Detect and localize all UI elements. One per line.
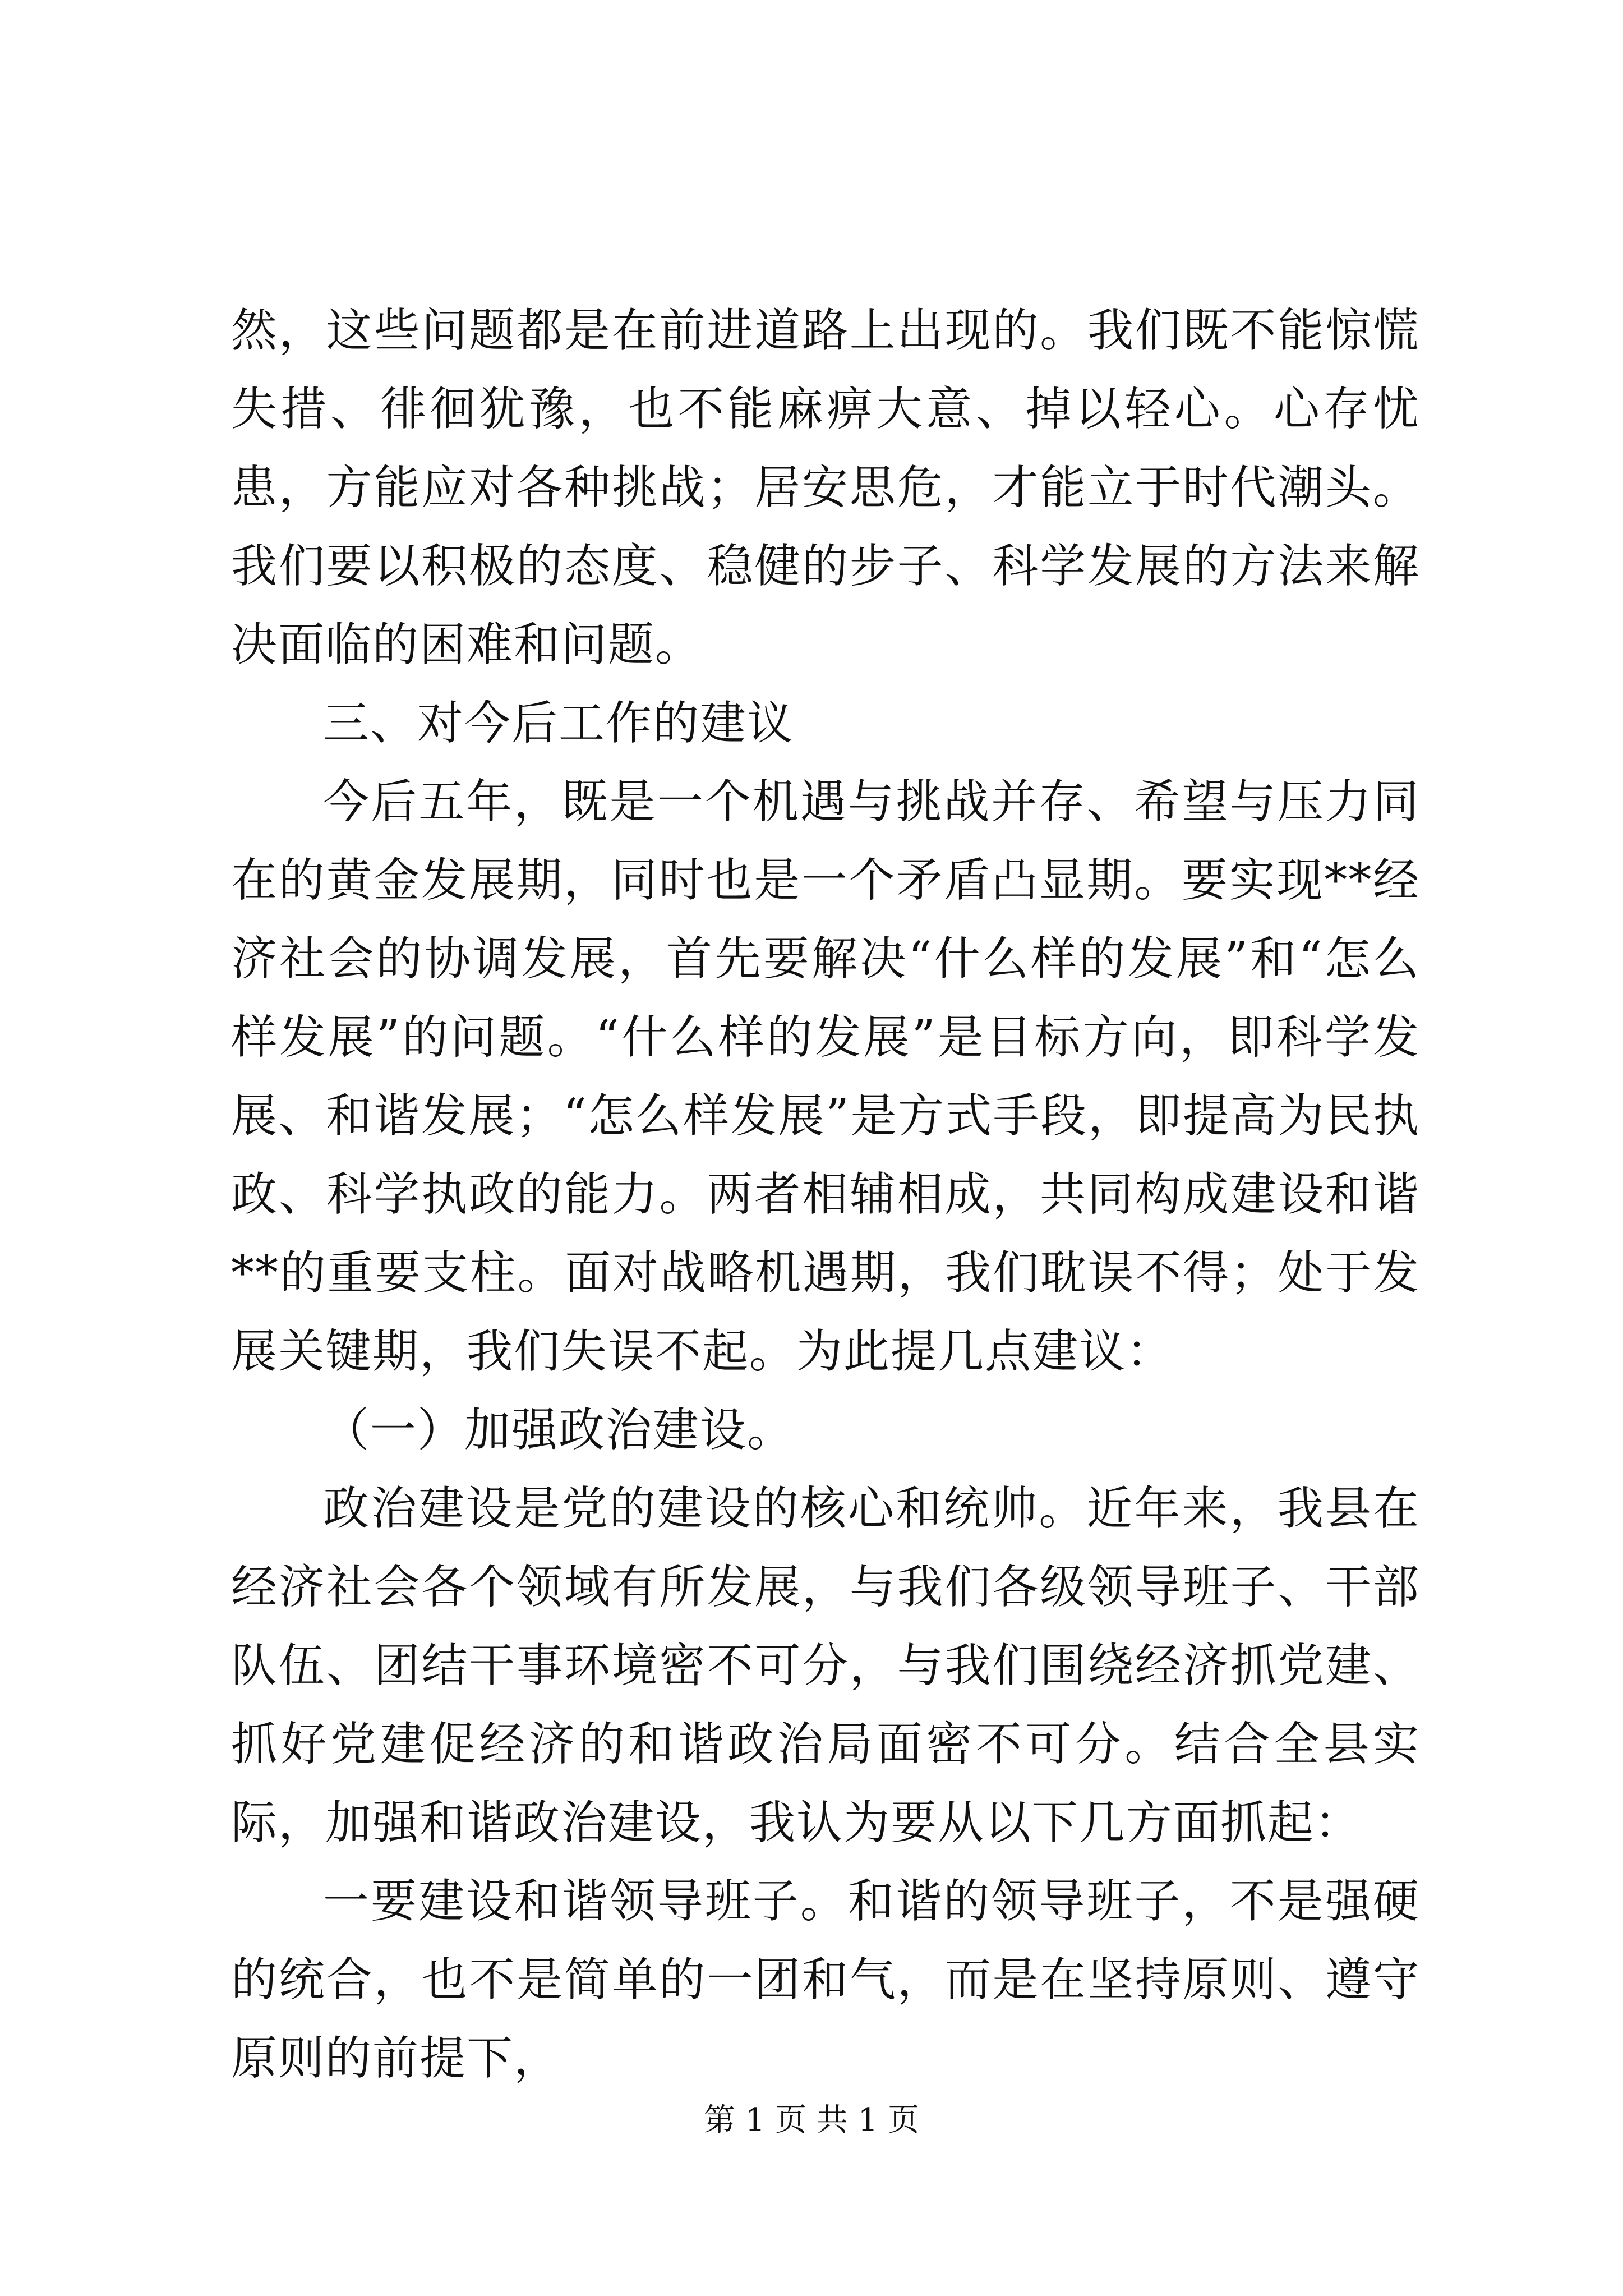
section-heading-suggestions: 三、对今后工作的建议: [323, 697, 795, 750]
paragraph-continuation: 然，这些问题都是在前进道路上出现的。我们既不能惊慌失措、徘徊犹豫，也不能麻痹大意、掉以轻心。心存忧患，方能应对各种挑战；居安思危，才能立于时代潮头。我们要以积极的态度、稳健的步子、科学发展的方法来解决面临的困难和问题。: [231, 304, 1420, 671]
page-number-footer: 第 1 页 共 1 页: [703, 2102, 920, 2138]
document-body: [231, 292, 1420, 2098]
paragraph-leadership-team: 一要建设和谐领导班子。和谐的领导班子，不是强硬的统合，也不是简单的一团和气，而是在坚持原则、遵守原则的前提下，: [231, 1875, 1420, 2085]
subheading-political-construction: （一）加强政治建设。: [323, 1404, 795, 1457]
paragraph-five-years: 今后五年，既是一个机遇与挑战并存、希望与压力同在的黄金发展期，同时也是一个矛盾凸显期。要实现**经济社会的协调发展，首先要解决“什么样的发展”和“怎么样发展”的问题。“什么样的发展”是目标方向，即科学发展、和谐发展；“怎么样发展”是方式手段，即提高为民执政、科学执政的能力。两者相辅相成，共同构成建设和谐**的重要支柱。面对战略机遇期，我们耽误不得；处于发展关键期，我们失误不起。为此提几点建议：: [231, 775, 1420, 1378]
paragraph-political-construction: 政治建设是党的建设的核心和统帅。近年来，我县在经济社会各个领域有所发展，与我们各级领导班子、干部队伍、团结干事环境密不可分，与我们围绕经济抓党建、抓好党建促经济的和谐政治局面密不可分。结合全县实际，加强和谐政治建设，我认为要从以下几方面抓起：: [231, 1482, 1420, 1849]
